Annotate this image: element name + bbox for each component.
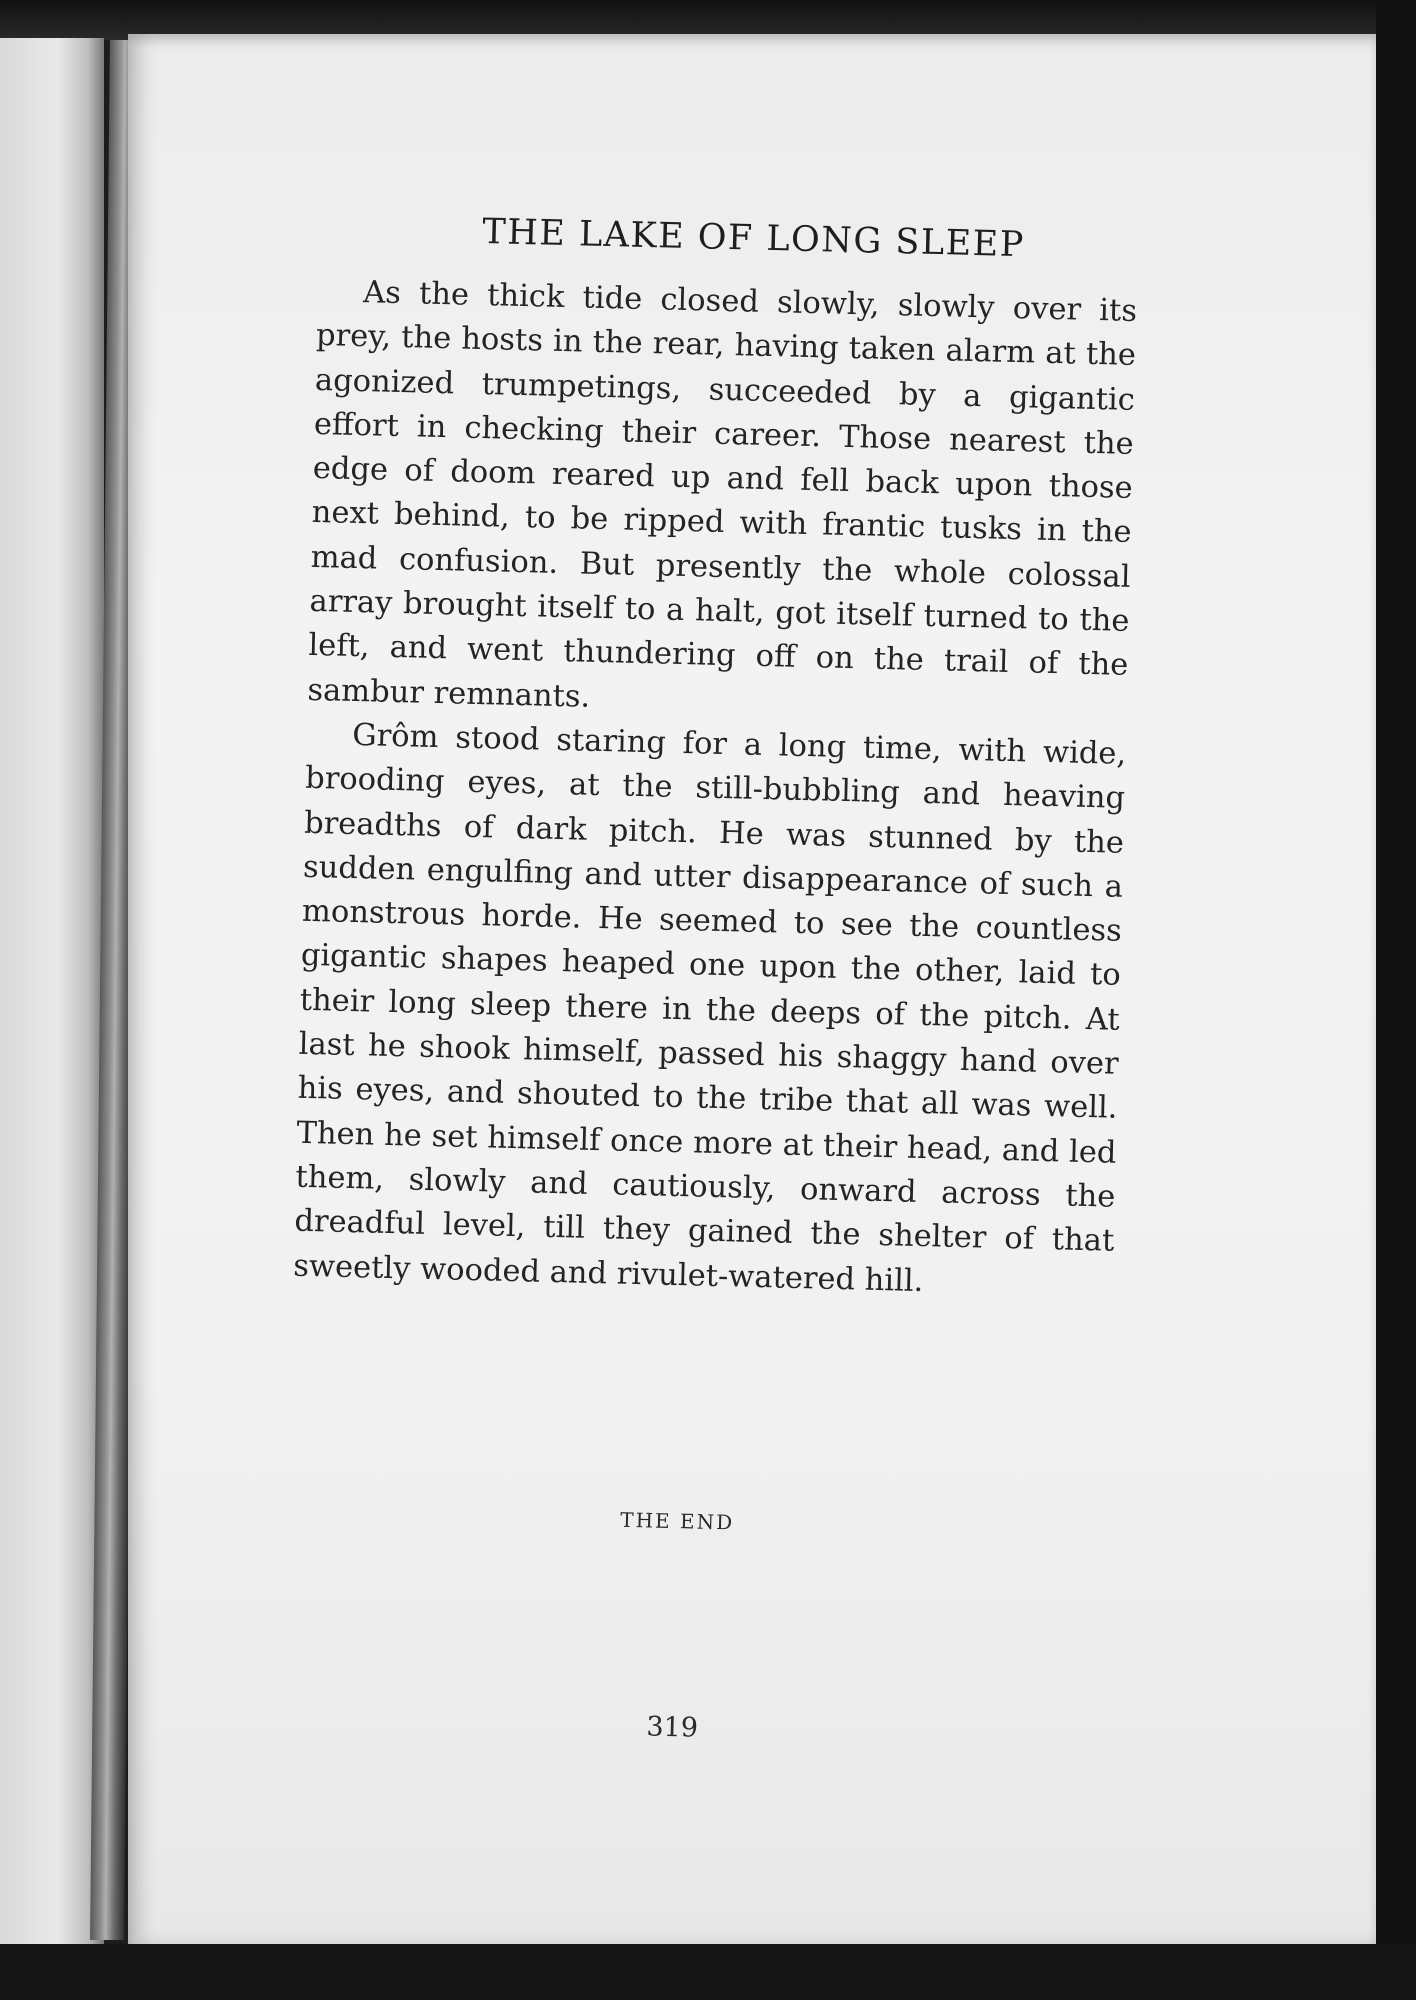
page-number: 319 [646, 1711, 699, 1744]
body-text [293, 270, 1138, 1309]
running-head: THE LAKE OF LONG SLEEP [481, 211, 1026, 266]
paragraph: Grôm stood staring for a long time, with wide, brooding eyes, at the still-bubbling and heaving breadths of dark pitch. He was stunned by the sudden engulfing and utter disappearance of such a monstrous horde. He seemed to see the countless gigantic shapes heaped one upon the other, laid to their long sleep there in the deeps of the pitch. At last he shook himself, passed his shaggy hand over his eyes, and shouted to the tribe that all was well. Then he set himself once more at their head, and led them, slowly and cautiously, onward across the dreadful level, till they gained the shelter of that sweetly wooded and rivulet-watered hill. [292, 717, 1127, 1299]
paragraph: As the thick tide closed slowly, slowly over its prey, the hosts in the rear, having taken alarm at the agonized trumpetings, succeeded by a gigantic effort in checking their career. Those nearest the edge of doom reared up and fell back upon those next behind, to be ripped with frantic tusks in the mad confusion. But presently the whole colossal array brought itself to a halt, got itself turned to the left, and went thundering off on the trail of the sambur remnants. [307, 275, 1138, 715]
the-end-label: THE END [620, 1507, 735, 1535]
